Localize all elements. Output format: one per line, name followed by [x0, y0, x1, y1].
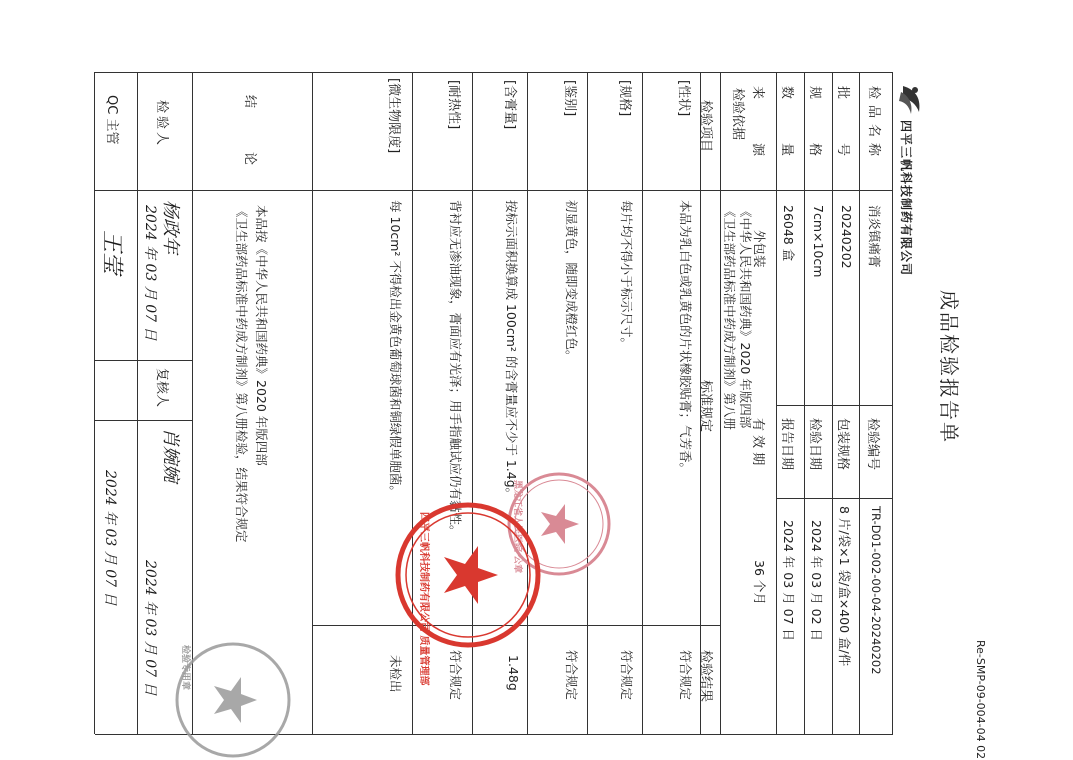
reviewer-date: 2024 年 03 月 07 日 — [142, 560, 158, 696]
pack-spec-label: 包装规格 — [835, 418, 850, 471]
source-value: 外包装 — [752, 230, 767, 268]
row-standard: 按标示面积换算成 100cm² 的含膏量应不少于 1.4g。 — [504, 200, 519, 501]
test-date: 2024 年 03 月 02 日 — [809, 520, 824, 641]
basis-line-2: 《卫生部药品标准中药成方制剂》第八册 — [722, 205, 737, 431]
validity-label: 有 效 期 — [750, 418, 765, 466]
row-item: [含膏量] — [502, 80, 517, 130]
row-standard: 背衬应无渗油现象，膏面应有光泽；用手指触试应仍有黏性。 — [448, 200, 463, 538]
quantity-label: 数 量 — [779, 86, 794, 163]
document-code: Re-SMP-09-004-04 02 — [974, 640, 987, 760]
row-result: 符合规定 — [619, 650, 634, 701]
row-standard: 初显黄色，随即变成橙红色。 — [564, 200, 579, 363]
inspector-date: 2024 年 03 月 07 日 — [142, 205, 158, 341]
product-name-label: 检品名称 — [866, 86, 881, 163]
qc-date: 2024 年 03 月 07 日 — [102, 470, 118, 606]
pack-spec: 8 片/袋×1 袋/盒×400 盒/件 — [837, 506, 852, 667]
row-standard: 每 10cm² 不得检出金黄色葡萄球菌和铜绿假单胞菌。 — [388, 200, 403, 498]
inspector-signature: 杨政年 — [160, 200, 181, 254]
row-result: 符合规定 — [564, 650, 579, 701]
gray-stamp-text: 检验专用章 — [180, 645, 190, 691]
page-title: 成品检验报告单 — [937, 290, 961, 444]
row-item: [性状] — [676, 80, 691, 117]
row-item: [微生物限度] — [386, 78, 401, 154]
row-item: [耐热性] — [446, 80, 461, 130]
row-result: 符合规定 — [448, 650, 463, 701]
red-round-stamp — [393, 500, 543, 650]
reviewer-label: 复核人 — [154, 368, 169, 408]
row-result: 未检出 — [388, 655, 403, 693]
red-stamp-text: 四平三帆科技制药有限公司 质量管理部 — [418, 512, 429, 686]
report-date: 2024 年 03 月 07 日 — [781, 520, 796, 641]
header-standard: 标准规定 — [698, 380, 713, 433]
qc-label: QC 主管 — [104, 95, 119, 145]
spec-value: 7cm×10cm — [811, 205, 826, 278]
quantity-value: 26048 盒 — [781, 205, 796, 262]
company-name: 四平三帆科技制药有限公司 — [899, 120, 913, 277]
row-item: [规格] — [617, 80, 632, 117]
validity-value: 36 个月 — [752, 560, 767, 605]
spec-label: 规 格 — [807, 86, 822, 163]
header-item: 检验项目 — [698, 100, 713, 153]
test-no: TR-D01-002-00-04-20240202 — [869, 506, 883, 675]
reviewer-signature: 肖婉婉 — [160, 428, 181, 482]
test-no-label: 检验编号 — [865, 418, 880, 471]
source-label: 来 源 — [750, 86, 765, 163]
row-result: 1.48g — [506, 655, 521, 691]
batch-value: 20240202 — [839, 205, 854, 269]
row-item: [鉴别] — [562, 80, 577, 117]
basis-line-1: 《中华人民共和国药典》2020 年版四部 — [738, 205, 753, 429]
product-name: 消炎镇痛膏 — [867, 205, 882, 268]
qc-signature: 王莹 — [99, 230, 124, 275]
conclusion-line-2: 《卫生部药品标准中药成方制剂》第八册检验，结果符合规定 — [234, 205, 249, 543]
batch-label: 批 号 — [835, 86, 850, 163]
row-result: 符合规定 — [678, 650, 693, 701]
company-logo — [897, 82, 925, 116]
header-result: 检验结果 — [698, 650, 713, 703]
row-standard: 本品为乳白色或乳黄色的片状橡胶贴膏；气芳香。 — [678, 200, 693, 476]
conclusion-label: 结 论 — [242, 95, 257, 172]
row-standard: 每片均不得小于标示尺寸。 — [619, 200, 634, 351]
test-date-label: 检验日期 — [807, 418, 822, 471]
conclusion-line-1: 本品按《中华人民共和国药典》2020 年版四部 — [254, 205, 269, 466]
pink-stamp-text: 黑龙江省人民医院 公章 — [512, 480, 522, 574]
basis-label: 检验依据 — [730, 88, 745, 141]
report-date-label: 报告日期 — [779, 418, 794, 471]
inspector-label: 检验人 — [154, 100, 169, 149]
